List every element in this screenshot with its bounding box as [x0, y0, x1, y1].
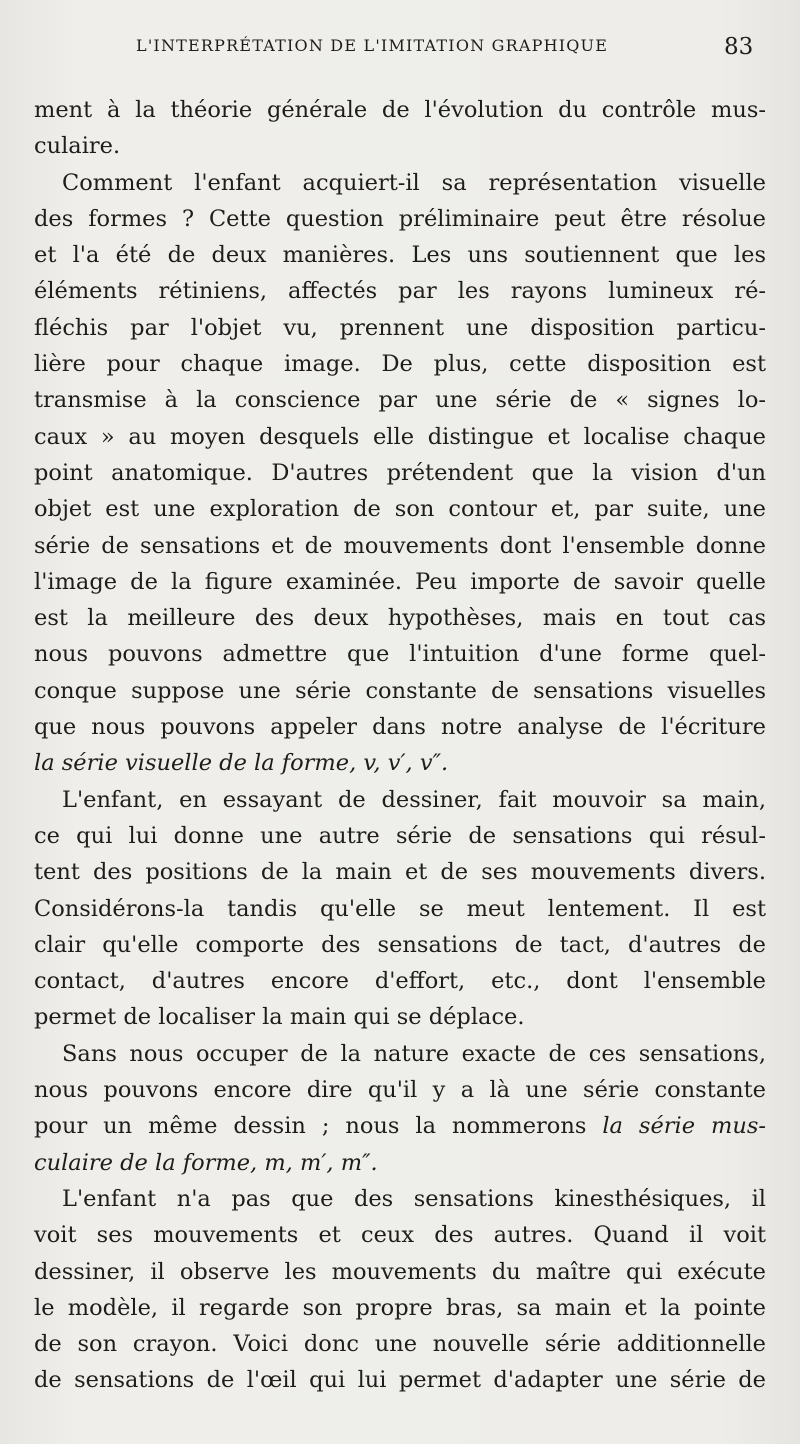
text-line: des formes ? Cette question préliminaire peut être résolue: [34, 205, 766, 232]
text-line: et l'a été de deux manières. Les uns soutiennent que les: [34, 242, 766, 269]
text-line: éléments rétiniens, affectés par les rayons lumineux ré-: [34, 278, 766, 305]
text-line: permet de localiser la main qui se déplace.: [34, 1004, 525, 1031]
text-line: Considérons-la tandis qu'elle se meut lentement. Il est: [34, 895, 766, 922]
text-line: L'enfant n'a pas que des sensations kinesthésiques, il: [62, 1185, 766, 1212]
text-line: est la meilleure des deux hypothèses, mais en tout cas: [34, 605, 766, 632]
text-line: conque suppose une série constante de sensations visuelles: [34, 677, 766, 704]
text-line: contact, d'autres encore d'effort, etc., dont l'ensemble: [34, 968, 766, 995]
text-line: transmise à la conscience par une série de « signes lo-: [34, 387, 766, 414]
text-line: série de sensations et de mouvements dont l'ensemble donne: [34, 532, 766, 559]
text-line: caux » au moyen desquels elle distingue et localise chaque: [34, 423, 766, 450]
text-line: pour un même dessin ; nous la nommerons la série mus-: [34, 1113, 766, 1140]
text-line: ce qui lui donne une autre série de sensations qui résul-: [34, 822, 766, 849]
text-line: l'image de la figure examinée. Peu importe de savoir quelle: [34, 568, 766, 595]
text-line: ment à la théorie générale de l'évolution du contrôle mus-: [34, 97, 766, 123]
text-line: culaire.: [34, 133, 121, 160]
text-line: le modèle, il regarde son propre bras, sa main et la pointe: [34, 1294, 766, 1321]
text-line: lière pour chaque image. De plus, cette disposition est: [34, 351, 766, 378]
text-line: objet est une exploration de son contour et, par suite, une: [34, 496, 766, 523]
text-line: la série visuelle de la forme, v, v′, v″.: [34, 750, 449, 777]
text-line: nous pouvons encore dire qu'il y a là une série constante: [34, 1077, 766, 1104]
text-line: de son crayon. Voici donc une nouvelle série additionnelle: [34, 1331, 766, 1358]
page-header: [0, 34, 800, 68]
text-line: Comment l'enfant acquiert-il sa représentation visuelle: [62, 169, 766, 196]
text-line: dessiner, il observe les mouvements du maître qui exécute: [34, 1258, 766, 1285]
text-line: nous pouvons admettre que l'intuition d'une forme quel-: [34, 641, 766, 668]
text-line: voit ses mouvements et ceux des autres. Quand il voit: [34, 1222, 766, 1249]
text-line: point anatomique. D'autres prétendent que la vision d'un: [34, 459, 766, 486]
text-line: que nous pouvons appeler dans notre analyse de l'écriture: [34, 714, 766, 741]
text-line: fléchis par l'objet vu, prennent une disposition particu-: [34, 314, 766, 341]
text-line: culaire de la forme, m, m′, m″.: [34, 1149, 378, 1176]
body-text: [34, 92, 766, 1399]
text-line: tent des positions de la main et de ses mouvements divers.: [34, 859, 766, 886]
text-line: L'enfant, en essayant de dessiner, fait mouvoir sa main,: [62, 786, 766, 813]
running-head: L'INTERPRÉTATION DE L'IMITATION GRAPHIQUE: [136, 36, 609, 55]
text-line: clair qu'elle comporte des sensations de tact, d'autres de: [34, 931, 766, 958]
page-number: 83: [724, 34, 754, 60]
text-line: Sans nous occuper de la nature exacte de ces sensations,: [62, 1040, 766, 1067]
text-line: de sensations de l'œil qui lui permet d'adapter une série de: [34, 1367, 766, 1394]
